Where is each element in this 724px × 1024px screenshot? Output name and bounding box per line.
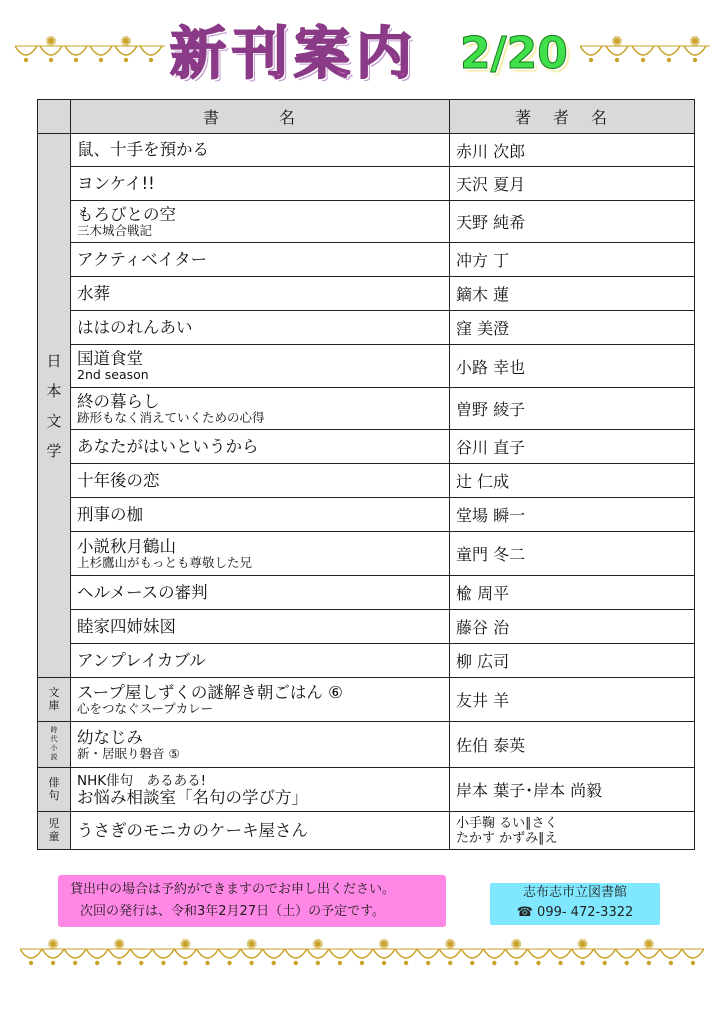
category-char: 児 (48, 817, 60, 830)
lace-scallop (15, 46, 37, 55)
author-name: 堂場 瞬一 (450, 498, 695, 532)
lace-scallop (329, 949, 351, 958)
lace-scallop (219, 949, 241, 958)
lace-bead (99, 58, 103, 62)
lace-bead (360, 961, 364, 965)
lace-bead (470, 961, 474, 965)
lace-bead (227, 961, 231, 965)
header-corner (38, 100, 71, 134)
lace-scallop (461, 949, 483, 958)
book-title: スープ屋しずくの謎解き朝ごはん ⑥ (77, 682, 343, 702)
table-row (38, 576, 695, 610)
lace-sparkle: ✺ (113, 937, 126, 953)
lace-scallop (660, 949, 682, 958)
lace-scallop (130, 949, 152, 958)
new-books-table (37, 99, 695, 850)
table-row (38, 532, 695, 576)
lace-bead (404, 961, 408, 965)
lace-bead (669, 961, 673, 965)
lace-bead (73, 961, 77, 965)
lace-bead (24, 58, 28, 62)
table-row (38, 201, 695, 243)
table-row (38, 610, 695, 644)
author-name: 童門 冬二 (450, 532, 695, 576)
category-char: 代 (50, 735, 58, 743)
author-name: 赤川 次郎 (450, 134, 695, 167)
table-row (38, 311, 695, 345)
table-row (38, 167, 695, 201)
book-title-cell (71, 167, 450, 201)
author-name: 藤谷 治 (450, 610, 695, 644)
lace-scallop (550, 949, 572, 958)
lace-bead (602, 961, 606, 965)
category-char: 本 (46, 381, 62, 400)
lace-bead (589, 58, 593, 62)
book-title: 終の暮らし (77, 391, 160, 411)
author-name: 窪 美澄 (450, 311, 695, 345)
book-title: 睦家四姉妹図 (77, 616, 176, 636)
author-name: 天沢 夏月 (450, 167, 695, 201)
lace-bead (580, 961, 584, 965)
book-title: アンプレイカブル (77, 650, 206, 670)
lace-bead (49, 58, 53, 62)
lace-scallop (64, 949, 86, 958)
page-title: 新刊案内 (170, 22, 418, 87)
book-title: ははのれんあい (77, 317, 193, 337)
lace-scallop (395, 949, 417, 958)
author-name: 冲方 丁 (450, 243, 695, 277)
book-subtitle: 三木城合戦記 (77, 222, 153, 238)
category-label (38, 678, 71, 722)
book-subtitle: 跡形もなく消えていくための心得 (77, 409, 265, 425)
lace-scallop (351, 949, 373, 958)
lace-sparkle: ✺ (689, 34, 701, 50)
reservation-notice (58, 875, 446, 927)
lace-bead (492, 961, 496, 965)
issue-date: 2/20 (460, 28, 568, 79)
book-title: 鼠、十手を預かる (77, 140, 209, 159)
book-subtitle: 新・居眠り磐音 ⑤ (77, 745, 180, 761)
lace-scallop (263, 949, 285, 958)
category-char: 童 (48, 830, 60, 843)
lace-bead (615, 58, 619, 62)
lace-sparkle: ✺ (576, 937, 589, 953)
lace-sparkle: ✺ (120, 34, 132, 50)
author-name: 柳 広司 (450, 644, 695, 678)
book-title-cell (71, 201, 450, 243)
book-title-cell (71, 644, 450, 678)
lace-bead (74, 58, 78, 62)
lace-bead (338, 961, 342, 965)
book-subtitle: 2nd season (77, 367, 149, 382)
lace-scallop (527, 949, 549, 958)
lace-scallop (632, 46, 654, 55)
lace-sparkle: ✺ (245, 937, 258, 953)
lace-sparkle: ✺ (45, 34, 57, 50)
table-row (38, 243, 695, 277)
lace-scallop (682, 949, 704, 958)
lace-bead (29, 961, 33, 965)
category-char: 説 (50, 753, 58, 761)
lace-sparkle: ✺ (444, 937, 457, 953)
lace-bead (161, 961, 165, 965)
book-title: ヨンケイ!! (77, 173, 155, 193)
author-name: 谷川 直子 (450, 430, 695, 464)
lace-bead (183, 961, 187, 965)
table-row (38, 812, 695, 850)
book-title-cell (71, 311, 450, 345)
book-title: 国道食堂 (77, 349, 143, 368)
lace-bead (426, 961, 430, 965)
table-row (38, 722, 695, 768)
lace-bead (316, 961, 320, 965)
book-title: 水葬 (77, 283, 110, 303)
lace-sparkle: ✺ (611, 34, 623, 50)
book-subtitle: 上杉鷹山がもっとも尊敬した兄 (77, 554, 253, 570)
book-title-cell (71, 722, 450, 768)
lace-bead (641, 58, 645, 62)
category-label (38, 134, 71, 678)
lace-bead (691, 961, 695, 965)
lace-bead (448, 961, 452, 965)
lace-bead (149, 58, 153, 62)
author-name: 曽野 綾子 (450, 388, 695, 430)
table-row (38, 644, 695, 678)
book-title: 刑事の枷 (77, 504, 143, 524)
author-name: 岸本 葉子･岸本 尚毅 (450, 768, 695, 812)
category-char: 学 (46, 441, 62, 460)
book-title-cell (71, 532, 450, 576)
book-title: お悩み相談室「名句の学び方」 (77, 787, 308, 807)
lace-scallop (197, 949, 219, 958)
author-name: 天野 純希 (450, 201, 695, 243)
library-phone: ☎ 099- 472-3322 (516, 905, 634, 920)
book-title-cell (71, 277, 450, 311)
table-header-row (38, 100, 695, 134)
lace-scallop (616, 949, 638, 958)
author-name: 辻 仁成 (450, 464, 695, 498)
book-title-cell (71, 464, 450, 498)
book-title-cell (71, 576, 450, 610)
book-title-cell (71, 134, 450, 167)
category-char: 庫 (48, 699, 60, 712)
lace-sparkle: ✺ (378, 937, 390, 953)
book-title-cell (71, 812, 450, 850)
category-label (38, 768, 71, 812)
book-title: 十年後の恋 (77, 470, 160, 490)
header (0, 0, 724, 95)
book-title-cell (71, 678, 450, 722)
table-row (38, 345, 695, 388)
column-header-title: 書 名 (71, 100, 450, 134)
table-row (38, 277, 695, 311)
lace-bead (294, 961, 298, 965)
book-title-cell (71, 345, 450, 388)
category-char: 小 (50, 744, 58, 752)
book-title: 小説秋月鶴山 (77, 536, 176, 556)
lace-scallop (152, 949, 174, 958)
lace-scallop (86, 949, 108, 958)
author-name: 小手鞠 るい∥さく (456, 815, 558, 831)
book-series-label: NHK俳句 あるある! (77, 772, 207, 789)
book-title: うさぎのモニカのケーキ屋さん (77, 820, 308, 840)
table-row (38, 498, 695, 532)
category-char: 句 (48, 789, 60, 802)
book-title: アクティベイター (77, 249, 208, 269)
lace-scallop (658, 46, 680, 55)
category-char: 俳 (48, 776, 60, 789)
category-char: 時 (50, 726, 58, 734)
category-char: 文 (48, 686, 60, 699)
table-row (38, 430, 695, 464)
book-title-cell (71, 430, 450, 464)
column-header-author: 著者名 (450, 100, 695, 134)
gold-lace-ornament-bottom (20, 935, 704, 975)
book-title: あなたがはいというから (77, 436, 259, 456)
lace-scallop (285, 949, 307, 958)
lace-bead (625, 961, 629, 965)
book-title-cell (71, 498, 450, 532)
book-title-cell (71, 768, 450, 812)
author-name: 友井 羊 (450, 678, 695, 722)
category-label (38, 812, 71, 850)
lace-sparkle: ✺ (642, 937, 655, 953)
category-label (38, 722, 71, 768)
lace-sparkle: ✺ (311, 937, 324, 953)
lace-sparkle: ✺ (510, 937, 523, 953)
book-title-cell (71, 610, 450, 644)
gold-lace-ornament-right (580, 32, 710, 72)
lace-bead (117, 961, 121, 965)
lace-sparkle: ✺ (47, 937, 59, 953)
lace-bead (95, 961, 99, 965)
lace-bead (249, 961, 253, 965)
author-name: 楡 周平 (450, 576, 695, 610)
author-name: 佐伯 泰英 (450, 722, 695, 768)
lace-bead (693, 58, 697, 62)
category-char: 文 (46, 411, 62, 430)
author-name: 鏑木 蓮 (450, 277, 695, 311)
lace-bead (514, 961, 518, 965)
lace-bead (647, 961, 651, 965)
book-title: 幼なじみ (77, 727, 143, 747)
lace-bead (272, 961, 276, 965)
lace-scallop (65, 46, 87, 55)
table-row (38, 134, 695, 167)
lace-bead (382, 961, 386, 965)
lace-bead (51, 961, 55, 965)
library-name: 志布志市立図書館 (522, 885, 627, 900)
table-row (38, 388, 695, 430)
book-title-cell (71, 388, 450, 430)
book-title-cell (71, 243, 450, 277)
lace-bead (205, 961, 209, 965)
book-subtitle: 心をつなぐスープカレー (77, 700, 214, 716)
lace-scallop (140, 46, 162, 55)
lace-scallop (580, 46, 602, 55)
author-name: 小路 幸也 (450, 345, 695, 388)
lace-scallop (594, 949, 616, 958)
library-info (490, 883, 660, 925)
lace-scallop (90, 46, 112, 55)
book-title: もろびとの空 (77, 204, 176, 224)
table-row (38, 678, 695, 722)
category-char: 日 (46, 351, 62, 370)
book-title: ヘルメースの審判 (77, 582, 208, 602)
lace-sparkle: ✺ (179, 937, 192, 953)
author-name: たかす かずみ∥え (456, 830, 558, 846)
table-row (38, 464, 695, 498)
lace-scallop (20, 949, 42, 958)
gold-lace-ornament-left (15, 32, 165, 72)
lace-bead (558, 961, 562, 965)
notice-line-reservation: 貸出中の場合は予約ができますのでお申し出ください。 (70, 882, 396, 897)
lace-bead (667, 58, 671, 62)
notice-line-next-issue: 次回の発行は、令和3年2月27日（土）の予定です。 (80, 904, 386, 919)
lace-scallop (417, 949, 439, 958)
lace-bead (536, 961, 540, 965)
author-cell (450, 812, 695, 850)
table-row (38, 768, 695, 812)
lace-scallop (483, 949, 505, 958)
lace-bead (139, 961, 143, 965)
lace-bead (124, 58, 128, 62)
